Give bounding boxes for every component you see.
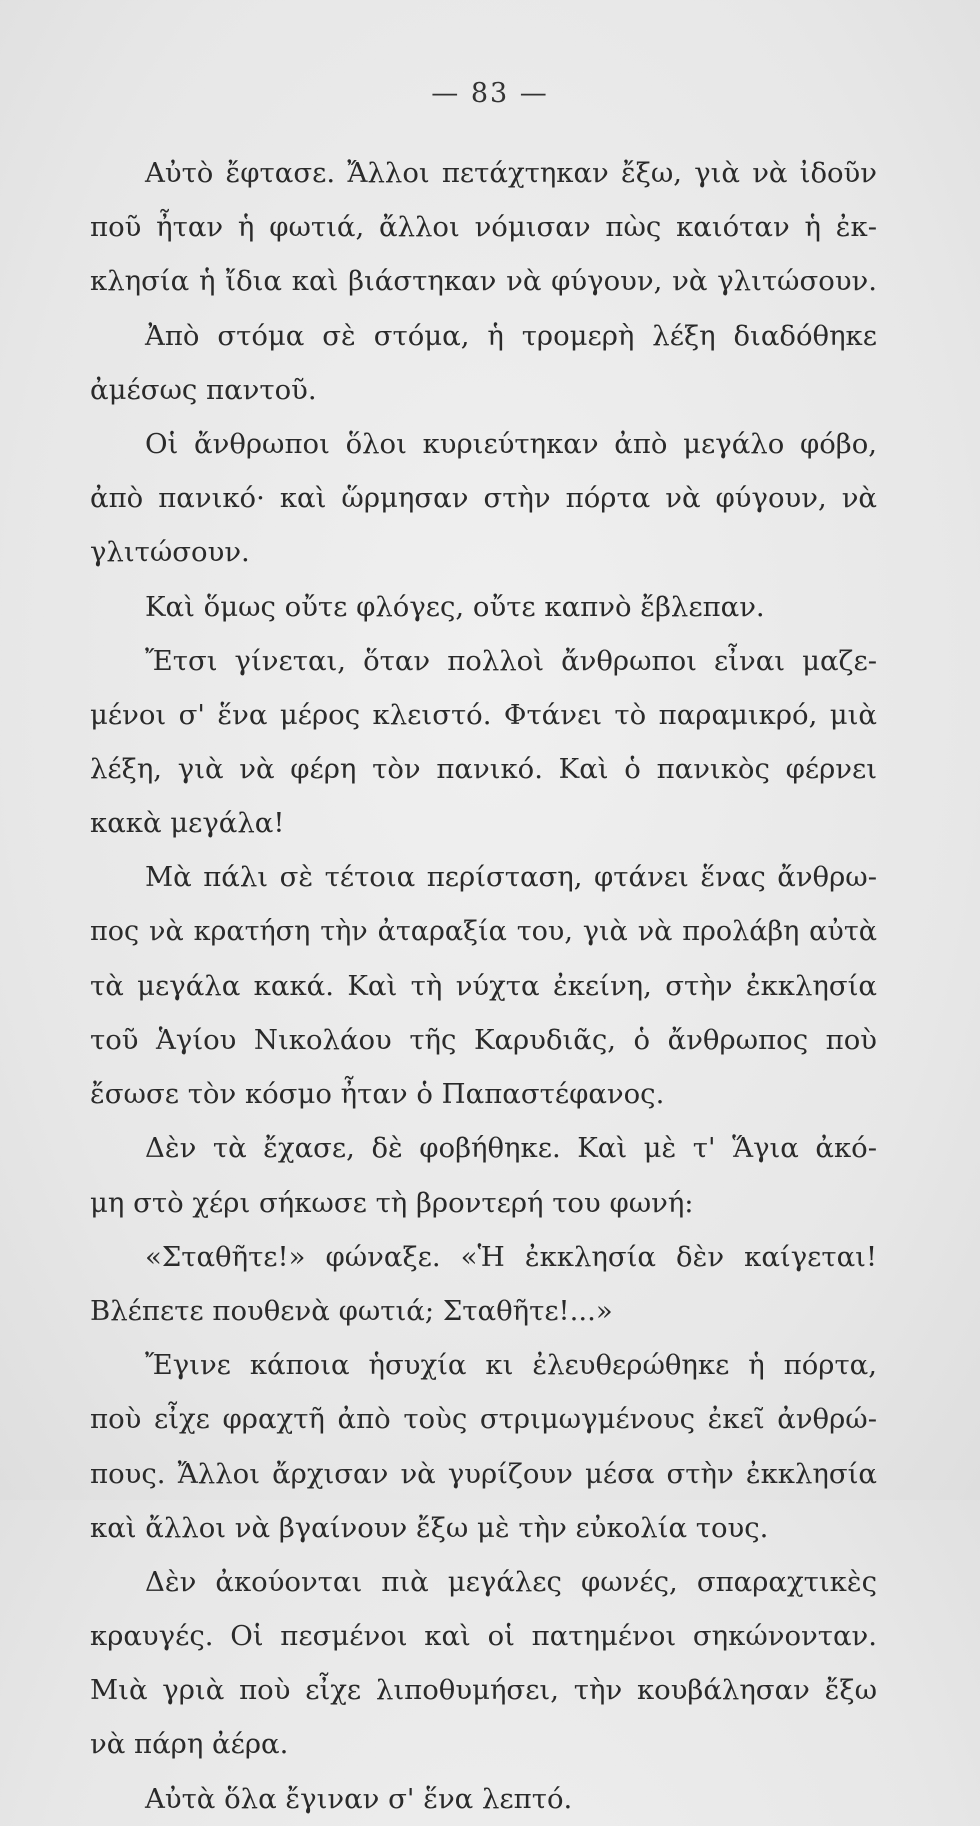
text-line: Οἱ ἄνθρωποι ὅλοι κυριεύτηκαν ἀπὸ μεγάλο φόβο, (145, 427, 877, 460)
text-line: πους. Ἄλλοι ἄρχισαν νὰ γυρίζουν μέσα στὴν ἐκκλησία (90, 1457, 877, 1490)
text-line: «Σταθῆτε!» φώναξε. «Ἡ ἐκκλησία δὲν καίγεται! (145, 1240, 877, 1273)
text-line: κακὰ μεγάλα! (90, 807, 285, 840)
body-text (90, 146, 877, 1826)
text-line: κλησία ἡ ἴδια καὶ βιάστηκαν νὰ φύγουν, νὰ γλιτώσουν. (90, 265, 877, 298)
text-line: ποὺ εἶχε φραχτῆ ἀπὸ τοὺς στριμωγμένους ἐκεῖ ἀνθρώ- (90, 1403, 877, 1436)
text-line: Μὰ πάλι σὲ τέτοια περίσταση, φτάνει ἕνας ἄνθρω- (145, 861, 877, 894)
text-line: λέξη, γιὰ νὰ φέρη τὸν πανικό. Καὶ ὁ πανικὸς φέρνει (90, 753, 877, 786)
text-line: Δὲν ἀκούονται πιὰ μεγάλες φωνές, σπαραχτικὲς (145, 1565, 877, 1598)
text-line: Ἔγινε κάποια ἡσυχία κι ἐλευθερώθηκε ἡ πόρτα, (145, 1349, 877, 1382)
text-line: τὰ μεγάλα κακά. Καὶ τὴ νύχτα ἐκείνη, στὴν ἐκκλησία (90, 969, 877, 1002)
text-line: ποῦ ἦταν ἡ φωτιά, ἄλλοι νόμισαν πὼς καιόταν ἡ ἐκ- (90, 211, 877, 244)
text-line: Αὐτὸ ἔφτασε. Ἄλλοι πετάχτηκαν ἔξω, γιὰ νὰ ἰδοῦν (145, 157, 877, 189)
text-line: καὶ ἄλλοι νὰ βγαίνουν ἔξω μὲ τὴν εὐκολία τους. (90, 1511, 769, 1544)
text-line: πος νὰ κρατήση τὴν ἀταραξία του, γιὰ νὰ προλάβη αὐτὰ (90, 915, 877, 947)
text-line: νὰ πάρη ἀέρα. (90, 1728, 289, 1761)
text-line: Ἀπὸ στόμα σὲ στόμα, ἡ τρομερὴ λέξη διαδόθηκε (145, 319, 877, 352)
page-number: — 83 — (431, 78, 549, 109)
text-line: μένοι σ' ἕνα μέρος κλειστό. Φτάνει τὸ παραμικρό, μιὰ (90, 698, 877, 731)
text-line: τοῦ Ἁγίου Νικολάου τῆς Καρυδιᾶς, ὁ ἄνθρωπος ποὺ (90, 1024, 877, 1056)
text-line: Αὐτὰ ὅλα ἔγιναν σ' ἕνα λεπτό. (145, 1782, 573, 1815)
text-line: Μιὰ γριὰ ποὺ εἶχε λιποθυμήσει, τὴν κουβάλησαν ἔξω (90, 1674, 877, 1707)
text-line: Ἔτσι γίνεται, ὅταν πολλοὶ ἄνθρωποι εἶναι μαζε- (145, 644, 877, 677)
text-line: κραυγές. Οἱ πεσμένοι καὶ οἱ πατημένοι σηκώνονταν. (90, 1620, 877, 1653)
text-line: ἀπὸ πανικό· καὶ ὥρμησαν στὴν πόρτα νὰ φύγουν, νὰ (90, 482, 877, 515)
text-line: ἀμέσως παντοῦ. (90, 373, 317, 406)
text-line: γλιτώσουν. (90, 536, 250, 569)
text-line: Βλέπετε πουθενὰ φωτιά; Σταθῆτε!...» (90, 1294, 613, 1327)
text-line: ἔσωσε τὸν κόσμο ἦταν ὁ Παπαστέφανος. (90, 1078, 665, 1111)
text-line: μη στὸ χέρι σήκωσε τὴ βροντερή του φωνή: (90, 1186, 694, 1219)
text-line: Καὶ ὅμως οὔτε φλόγες, οὔτε καπνὸ ἔβλεπαν. (145, 590, 765, 623)
text-line: Δὲν τὰ ἔχασε, δὲ φοβήθηκε. Καὶ μὲ τ' Ἅγια ἀκό- (145, 1132, 877, 1165)
